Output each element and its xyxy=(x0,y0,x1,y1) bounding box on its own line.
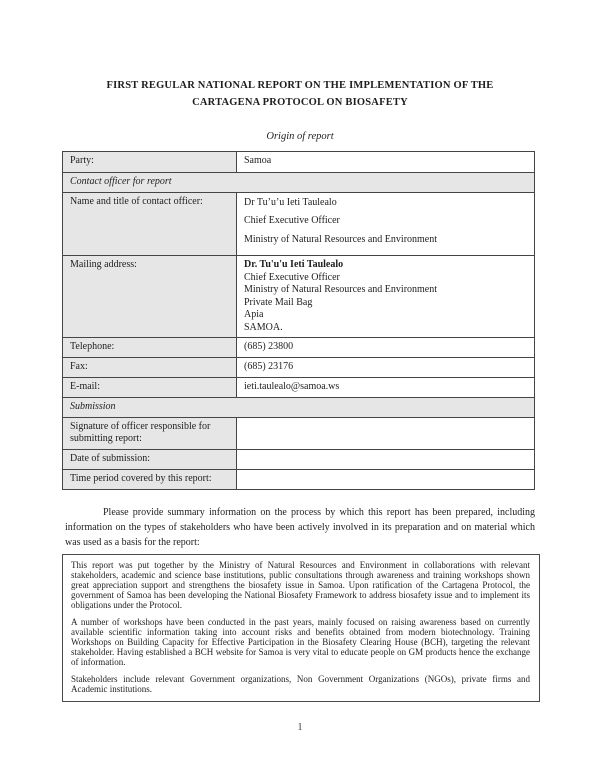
contact-officer-section-label: Contact officer for report xyxy=(63,173,535,193)
mailing-line: Ministry of Natural Resources and Environment xyxy=(244,284,438,295)
email-label: E-mail: xyxy=(63,378,237,398)
origin-of-report-table xyxy=(62,151,535,490)
table-row-signature xyxy=(63,417,535,449)
time-period-label: Time period covered by this report: xyxy=(63,469,237,489)
table-row-name-title xyxy=(63,192,535,256)
mailing-address-value xyxy=(237,256,535,338)
contact-ministry-line: Ministry of Natural Resources and Environment xyxy=(244,233,438,245)
party-label: Party: xyxy=(63,152,237,173)
contact-title-line: Chief Executive Officer xyxy=(244,215,340,226)
summary-paragraph-3: Stakeholders include relevant Government organizations, Non Government Organizations (NGOs), private firms and Academic institutions. xyxy=(71,673,530,694)
summary-response-box xyxy=(62,554,540,702)
table-row-submission-section xyxy=(63,398,535,418)
telephone-label: Telephone: xyxy=(63,338,237,358)
table-row-date-of-submission xyxy=(63,449,535,469)
time-period-value xyxy=(237,469,535,489)
table-row-time-period xyxy=(63,469,535,489)
table-row-mailing-address xyxy=(63,256,535,338)
party-value: Samoa xyxy=(237,152,535,173)
mailing-line: Private Mail Bag xyxy=(244,296,313,308)
table-row-email xyxy=(63,378,535,398)
fax-value: (685) 23176 xyxy=(237,358,535,378)
name-title-value xyxy=(237,192,535,256)
email-value: ieti.taulealo@samoa.ws xyxy=(237,378,535,398)
signature-value xyxy=(237,417,535,449)
mailing-line: Apia xyxy=(244,309,264,320)
mailing-name-line: Dr. Tu'u'u Ieti Taulealo xyxy=(244,259,344,270)
name-title-label: Name and title of contact officer: xyxy=(63,192,237,256)
report-title xyxy=(50,78,550,111)
date-of-submission-value xyxy=(237,449,535,469)
summary-paragraph-1: This report was put together by the Ministry of Natural Resources and Environment in collaborations with relevant stakeholders, academic and science base institutions, public consultations through awareness and training workshops shown great appreciation support and strengthens the biosafety issue in Samoa. Upon ratification of the Cartagena Protocol, the government of Samoa has been developing the National Biosafety Framework to address biosafety issue and to implement its obligations under the Protocol. xyxy=(71,559,530,610)
summary-paragraph-2: A number of workshops have been conducted in the past years, mainly focused on raising awareness based on currently available scientific information taking into account risks and benefits obtained from modern biotechnology. Training Workshops on Building Capacity for Effective Participation in the Biosafety Clearing House (BCH), targeting the relevant stakeholder. Having established a BCH website for Samoa is very vital to educate people on GM products hence the exchange of information. xyxy=(71,616,530,667)
fax-label: Fax: xyxy=(63,358,237,378)
table-row-telephone xyxy=(63,338,535,358)
origin-of-report-heading: Origin of report xyxy=(266,131,334,142)
telephone-value: (685) 23800 xyxy=(237,338,535,358)
submission-section-label: Submission xyxy=(63,398,535,418)
date-of-submission-label: Date of submission: xyxy=(63,449,237,469)
page-number: 1 xyxy=(297,722,303,733)
contact-name-line: Dr Tu’u’u Ieti Taulealo xyxy=(244,196,337,208)
mailing-line: Chief Executive Officer xyxy=(244,271,340,283)
table-row-party xyxy=(63,152,535,173)
table-row-fax xyxy=(63,358,535,378)
table-row-contact-officer-section xyxy=(63,173,535,193)
mailing-line: SAMOA. xyxy=(244,321,283,333)
mailing-address-label: Mailing address: xyxy=(63,256,237,338)
report-title-line-1: FIRST REGULAR NATIONAL REPORT ON THE IMPLEMENTATION OF THE xyxy=(106,80,494,91)
report-title-line-2: CARTAGENA PROTOCOL ON BIOSAFETY xyxy=(192,96,408,108)
signature-label: Signature of officer responsible for submitting report: xyxy=(63,417,237,449)
summary-instruction-paragraph: Please provide summary information on the process by which this report has been prepared, including information on the types of stakeholders who have been actively involved in its preparation and on material which was used as a basis for the report: xyxy=(65,506,535,548)
